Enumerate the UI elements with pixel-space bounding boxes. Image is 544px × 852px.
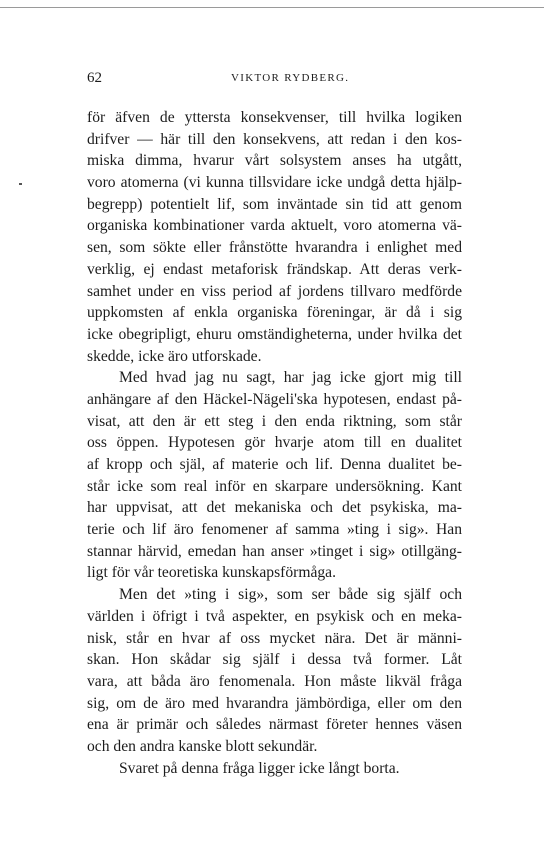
text-line: begrepp) potentielt lif, som inväntade sin tid att genom xyxy=(87,195,462,213)
text-line: för äfven de yttersta konsekvenser, till hvilka logiken xyxy=(87,109,462,126)
text-line: miska dimma, hvarur vårt solsystem anses ha utgått, xyxy=(87,152,462,170)
running-head xyxy=(87,70,461,88)
text-line: terie och lif äro fenomener af samma »ting i sig». Han xyxy=(87,521,462,539)
text-line: världen i öfrigt i två aspekter, en psykisk och en meka- xyxy=(87,607,462,625)
text-line: visat, att den är ett steg i den enda riktning, som står xyxy=(87,412,462,430)
top-border-line xyxy=(0,7,544,8)
text-line: skan. Hon skådar sig själf i dessa två former. Låt xyxy=(87,651,462,669)
text-line: af kropp och själ, af materie och lif. Denna dualitet be- xyxy=(87,456,462,473)
text-line: står icke som real inför en skarpare undersökning. Kant xyxy=(87,477,462,495)
page-number: 62 xyxy=(87,70,102,86)
text-line: ena är primär och således närmast företer hennes väsen xyxy=(87,716,462,734)
text-line: Med hvad jag nu sagt, har jag icke gjort mig till xyxy=(119,369,462,387)
text-line: uppkomsten af enkla organiska föreningar, är då i sig xyxy=(87,304,462,322)
body-text xyxy=(87,107,462,779)
text-line: Men det »ting i sig», som ser både sig själf och xyxy=(119,586,462,604)
margin-mark xyxy=(19,183,22,185)
text-line: skedde, icke äro utforskade. xyxy=(87,347,262,365)
text-line: Svaret på denna fråga ligger icke långt borta. xyxy=(119,759,400,777)
text-line: har uppvisat, att det mekaniska och det psykiska, ma- xyxy=(87,499,462,517)
text-line: stannar härvid, emedan han anser »tinget i sig» otillgäng- xyxy=(87,542,462,560)
text-line: sen, som sökte eller frånstötte hvarandra i enlighet med xyxy=(87,239,462,257)
text-line: organiska kombinationer varda aktuelt, voro atomerna vä- xyxy=(87,217,462,235)
text-line: nisk, står en hvar af oss mycket nära. Det är männi- xyxy=(87,629,462,647)
text-line: vara, att båda äro fenomenala. Hon måste likväl fråga xyxy=(87,672,462,690)
running-title: VIKTOR RYDBERG. xyxy=(231,72,350,84)
text-line: voro atomerna (vi kunna tillsvidare icke undgå detta hjälp- xyxy=(87,174,462,192)
text-line: icke obegripligt, ehuru omständigheterna, under hvilka det xyxy=(87,325,462,343)
text-line: sig, om de äro med hvarandra jämbördiga, eller om den xyxy=(87,694,462,712)
text-line: drifver — här till den konsekvens, att redan i den kos- xyxy=(87,130,462,148)
text-line: verklig, ej endast metaforisk frändskap. Att deras verk- xyxy=(87,260,462,278)
text-line: anhängare af den Häckel-Nägeli'ska hypotesen, endast på- xyxy=(87,390,462,408)
text-line: oss öppen. Hypotesen gör hvarje atom till en dualitet xyxy=(87,434,462,452)
text-line: och den andra kanske blott sekundär. xyxy=(87,737,318,755)
text-line: samhet under en viss period af jordens tillvaro medförde xyxy=(87,282,462,300)
text-line: ligt för vår teoretiska kunskapsförmåga. xyxy=(87,564,336,582)
